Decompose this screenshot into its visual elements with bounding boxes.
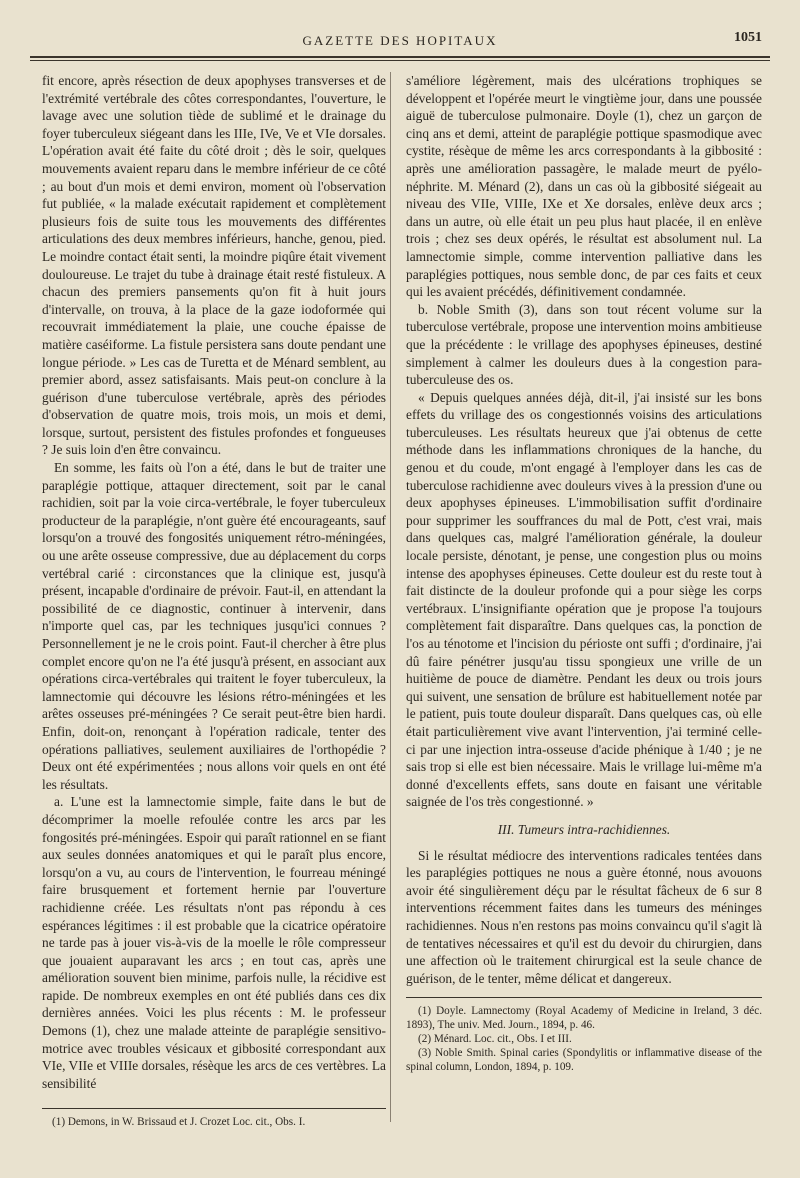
section-title-text: III. Tumeurs intra-rachidiennes. bbox=[497, 821, 671, 837]
right-column bbox=[406, 72, 762, 1074]
paragraph: En somme, les faits où l'on a été, dans le but de traiter une paraplégie pottique, attaquer directement, soit par le canal rachidien, soit par la voie circa-vertébrale, le foyer tuberculeux producteur de la paraplégie, n'ont guère été encourageants, sauf lorsqu'on a trouvé des fongosités uniquement rétro-méningées, ou une arête osseuse compressive, due au déplacement du corps vertébral carié : circonstances que la clinique est, jusqu'à présent, incapable d'ordinaire de prévoir. Faut-il, en attendant la possibilité de ce diagnostic, continuer à intervenir, dans n'importe quel cas, par les techniques jusqu'ici connues ? Personnellement je ne le crois point. Faut-il chercher à être plus complet encore qu'on ne l'a été jusqu'à présent, en associant aux opérations circa-vertébrales qui traitent le foyer tuberculeux, la lamnectomie qui découvre les lésions rétro-méningées et les arêtes osseuses pré-méningées ? Ce serait peut-être bien hardi. Enfin, doit-on, renonçant à l'opération radicale, tenter des opérations palliatives, seulement auxiliaires de l'orthopédie ? Deux ont été expérimentées ; nous allons voir quels en ont été les résultats. bbox=[42, 460, 386, 792]
footnote-rule bbox=[406, 997, 762, 998]
footnote: (3) Noble Smith. Spinal caries (Spondylitis or inflammative disease of the spinal column, London, 1894, p. 109. bbox=[406, 1047, 762, 1074]
header-rule-thick bbox=[30, 56, 770, 58]
paragraph: s'améliore légèrement, mais des ulcérations trophiques se développent et l'opérée meurt le vingtième jour, dans une poussée aiguë de tuberculose pulmonaire. Doyle (1), chez un garçon de cinq ans et demi, atteint de paraplégie pottique spasmodique avec cystite, résèque de même les arcs correspondants à la gibbosité : après une amélioration passagère, le malade meurt de pyélo-néphrite. M. Ménard (2), dans un cas où la gibbosité siégeait au niveau des VIIe, VIIIe, IXe et Xe dorsales, enlève deux arcs ; dans un autre, où elle était un peu plus haut placée, il en enlève trois ; chez ses deux opérés, le résultat est absolument nul. La lamnectomie simple, comme intervention palliative dans les paraplégies pottiques, nous semble donc, de par ces faits et ceux qui les avaient précédés, définitivement condamnée. bbox=[406, 73, 762, 300]
paragraph: Si le résultat médiocre des interventions radicales tentées dans les paraplégies pottiques ne nous a guère étonné, nous avouons avoir été singulièrement déçu par le résultat fâcheux de 6 sur 8 interventions récemment faites dans les tumeurs des méninges rachidiennes. Nous n'en restons pas moins convaincu qu'il s'agit là de tentatives nécessaires et qu'il est du devoir du chirurgien, dans une affection où le traitement chirurgical est la seule chance de guérison, de le tenter, même délicat et dangereux. bbox=[406, 847, 762, 986]
footnote-rule bbox=[42, 1108, 386, 1109]
page-number: 1051 bbox=[734, 30, 762, 45]
journal-title: GAZETTE DES HOPITAUX bbox=[302, 33, 498, 48]
footnote: (1) Doyle. Lamnectomy (Royal Academy of Medicine in Ireland, 3 déc. 1893), The univ. Med. Journ., 1894, p. 46. bbox=[406, 1005, 762, 1032]
paragraph: a. L'une est la lamnectomie simple, faite dans le but de décomprimer la moelle refoulée contre les arcs par les fongosités pré-méningées. Espoir qui paraît rationnel en se fiant aux seules données anatomiques et qui le paraît plus encore, lorsqu'on a vu, au cours de l'intervention, le fourreau méningé faire brusquement et fortement hernie par l'ouverture rachidienne créée. Les résultats n'ont pas répondu à ces espérances légitimes : il est probable que la cicatrice opératoire ne tarde pas à jouer vis-à-vis de la moelle le rôle compresseur que jouaient auparavant les arcs ; en tout cas, après une amélioration souvent bien minime, parfois nulle, la récidive est rapide. De nombreux exemples en ont été publiés dans ces dix dernières années. Voici les plus récents : M. le professeur Demons (1), chez une malade atteinte de paraplégie sensitivo-motrice avec troubles vésicaux et gibbosité correspondant aux VIe, VIIe et VIIIe dorsales, résèque les arcs de ces vertèbres. La sensibilité bbox=[42, 794, 386, 1091]
footnote: (1) Demons, in W. Brissaud et J. Crozet Loc. cit., Obs. I. bbox=[52, 1116, 306, 1128]
left-column bbox=[42, 72, 386, 1092]
header-rule-thin bbox=[30, 60, 770, 61]
section-title bbox=[406, 821, 762, 839]
footnote: (2) Ménard. Loc. cit., Obs. I et III. bbox=[418, 1033, 572, 1046]
left-footnotes bbox=[42, 1098, 386, 1129]
column-divider bbox=[390, 72, 391, 1122]
paragraph: fit encore, après résection de deux apophyses transverses et de l'extrémité vertébrale des côtes correspondantes, l'ouverture, le lavage avec une solution tiède de sublimé et le drainage du foyer tuberculeux siégeant dans les IIIe, IVe, Ve et VIe dorsales. L'opération avait été faite du côté droit ; dès le soir, quelques mouvements avaient reparu dans le membre inférieur de ce côté ; au bout d'un mois et demi environ, moment où l'observation fut publiée, « la malade exécutait rapidement et complètement plusieurs fois de suite tous les mouvements des différentes articulations des deux membres inférieurs, hanche, genou, pied. Le moindre contact était senti, la moindre piqûre était vivement douloureuse. Le trajet du tube à drainage était resté fistuleux. A chacun des premiers pansements qu'on fit à huit jours d'intervalle, on trouva, à la place de la gaze iodoformée qui recouvrait immédiatement la plaie, une couche épaisse de matière caséiforme. La fistule persistera sans doute pendant une longue période. » Les cas de Turetta et de Ménard semblent, au premier abord, assez satisfaisants. Mais peut-on conclure à la guérison d'une tuberculose vertébrale, après des périodes d'observation de quatre mois, trois mois, un mois et demi, lorsque, surtout, persistent des fistules profondes et fongueuses ? Je suis loin d'en être convaincu. bbox=[42, 73, 386, 458]
paragraph: « Depuis quelques années déjà, dit-il, j'ai insisté sur les bons effets du vrillage des os congestionnés voisins des articulations tuberculeuses. Les résultats heureux que j'ai obtenus de cette méthode dans les inflammations chroniques de la hanche, du genou et du coude, m'ont engagé à l'employer dans les cas de tuberculose rachidienne avec douleurs vives à la pression d'une ou deux apophyses épineuses. L'immobilisation suffit d'ordinaire pour supprimer les souffrances du mal de Pott, c'est vrai, mais dans quelques cas, malgré l'amélioration générale, la douleur locale persiste, dénotant, je pense, une congestion plus ou moins intense des apophyses épineuses. Cette douleur est du reste tout à fait distincte de la douleur profonde qui a pour siège les corps vertébraux. L'insignifiante opération que je propose l'a toujours complètement fait disparaître. Dans quelques cas, la ponction de l'os au ténotome et l'incision du périoste ont suffi ; d'ordinaire, j'ai dû faire pénétrer jusqu'au tissu spongieux une vrille de un huitième de pouce de diamètre. Pendant les deux ou trois jours qui suivent, une sensation de brûlure est habituellement notée par le patient, puis toute douleur disparaît. Dans quelques cas, où elle était particulièrement vive avant l'intervention, j'ai terminé celle-ci par une injection intra-osseuse d'acide phénique à 1/40 ; je ne sais trop si elle est bien nécessaire. Mais le vrillage lui-même m'a donné d'excellents effets, sans doute en faisant une véritable saignée de l'os très congestionné. » bbox=[406, 389, 762, 810]
paragraph: b. Noble Smith (3), dans son tout récent volume sur la tuberculose vertébrale, propose une intervention moins ambitieuse que la précédente : le vrillage des apophyses épineuses, destiné simplement à calmer les douleurs dues à la congestion para-tuberculeuse des os. bbox=[406, 301, 762, 388]
